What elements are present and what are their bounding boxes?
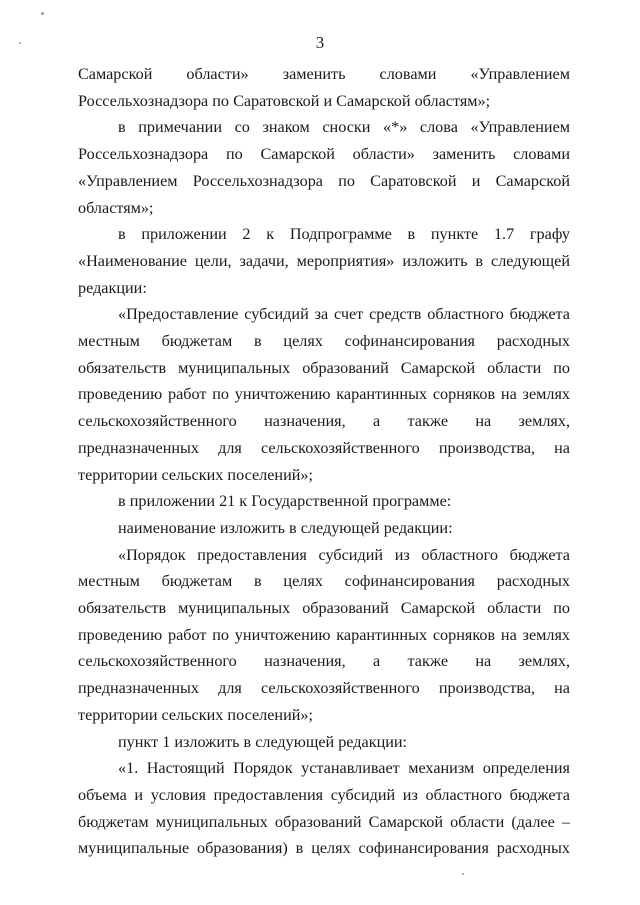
page-number: 3 [315,33,325,52]
paragraph-footnote-note: в примечании со знаком сноски «*» слова «Управлением Россельхознадзора по Самарской области» заменить словами «Управлением Россельхознадзора по Саратовской и Самарской областям»; [78,118,570,217]
paragraph-procedure-title-quote: «Порядок предоставления субсидий из областного бюджета местным бюджетам в целях софинансирования расходных обязательств муниципальных образований Самарской области по проведению работ по уничтожению карантинных сорняков на землях сельскохозяйственного назначения, а также на землях, предназначенных для сельскохозяйственного производства, на территории сельских поселений»; [78,545,570,724]
paragraph-subsidy-quote: «Предоставление субсидий за счет средств областного бюджета местным бюджетам в целях софинансирования расходных обязательств муниципальных образований Самарской области по проведению работ по уничтожению карантинных сорняков на землях сельскохозяйственного назначения, а также на землях, предназначенных для сельскохозяйственного производства, на территории сельских поселений»; [78,305,570,484]
document-body [78,61,570,862]
paragraph-name-edit: наименование изложить в следующей редакции: [118,518,453,537]
paragraph-appendix-21: в приложении 21 к Государственной программе: [118,492,452,511]
paragraph-appendix-2: в приложении 2 к Подпрограмме в пункте 1.7 графу «Наименование цели, задачи, мероприятия» изложить в следующей редакции: [78,225,570,297]
paragraph-continuation: Самарской области» заменить словами «Управлением Россельхознадзора по Саратовской и Самарской областям»; [78,65,570,110]
scan-speck [41,12,44,15]
scan-speck [462,873,464,875]
paragraph-point-1-text: «1. Настоящий Порядок устанавливает механизм определения объема и условия предоставления субсидий из областного бюджета бюджетам муниципальных образований Самарской области (далее – муниципальные образования) в целях софинансирования расходных [78,759,570,858]
paragraph-point-1-edit: пункт 1 изложить в следующей редакции: [118,732,408,751]
